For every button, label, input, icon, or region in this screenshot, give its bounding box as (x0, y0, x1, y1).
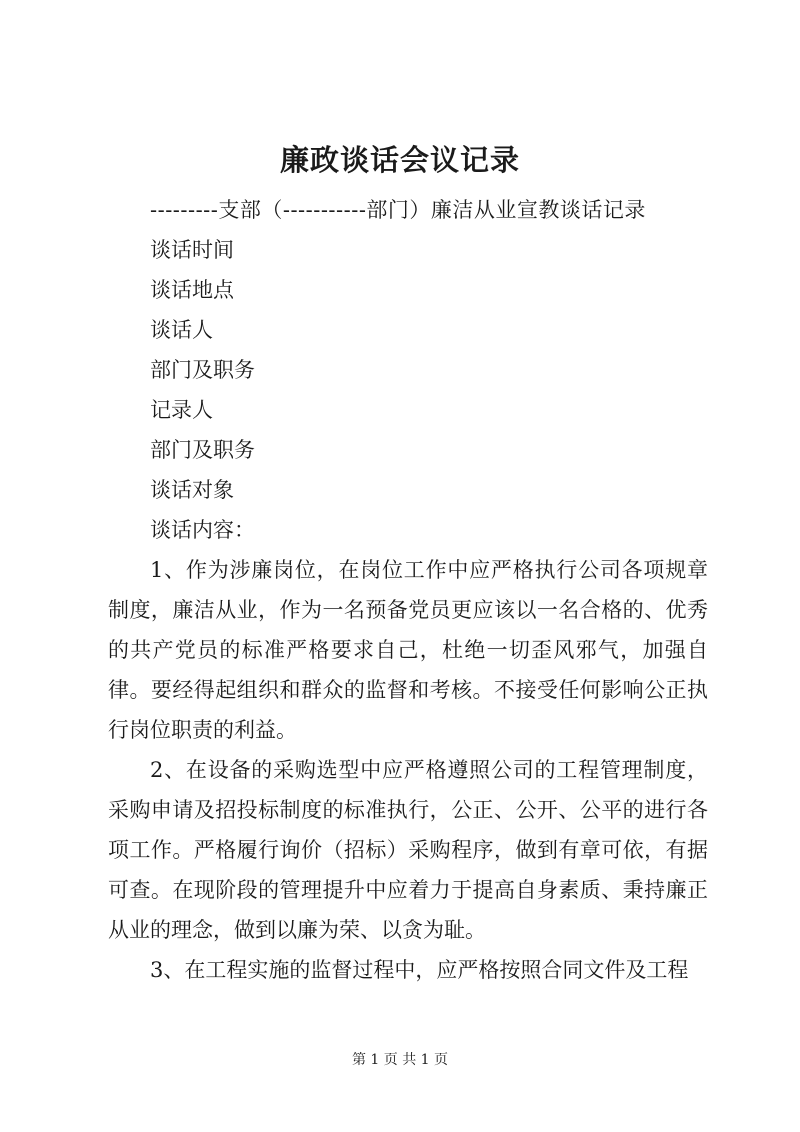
paragraph-2: 2、在设备的采购选型中应严格遵照公司的工程管理制度，采购申请及招投标制度的标准执行，公正、公开、公平的进行各项工作。严格履行询价（招标）采购程序，做到有章可依，有据可查。在现阶段的管理提升中应着力于提高自身素质、秉持廉正从业的理念，做到以廉为荣、以贪为耻。 (108, 758, 708, 942)
paragraph-3: 3、在工程实施的监督过程中，应严格按照合同文件及工程 (150, 958, 689, 982)
document-body (108, 190, 708, 990)
paragraph-1: 1、作为涉廉岗位，在岗位工作中应严格执行公司各项规章制度，廉洁从业，作为一名预备党员更应该以一名合格的、优秀的共产党员的标准严格要求自己，杜绝一切歪风邪气，加强自律。要经得起组织和群众的监督和考核。不接受任何影响公正执行岗位职责的利益。 (108, 558, 708, 742)
field-talk-subject: 谈话对象 (150, 478, 234, 502)
field-talk-content: 谈话内容： (150, 518, 255, 542)
field-talk-location: 谈话地点 (150, 278, 234, 302)
field-talker: 谈话人 (150, 318, 213, 342)
field-talker-department-position: 部门及职务 (150, 358, 255, 382)
field-talk-time: 谈话时间 (150, 238, 234, 262)
document-title: 廉政谈话会议记录 (279, 143, 520, 177)
document-subtitle: ---------支部（-----------部门）廉洁从业宣教谈话记录 (150, 198, 646, 222)
field-recorder: 记录人 (150, 398, 213, 422)
page-footer: 第 1 页 共 1 页 (351, 1052, 449, 1068)
field-recorder-department-position: 部门及职务 (150, 438, 255, 462)
